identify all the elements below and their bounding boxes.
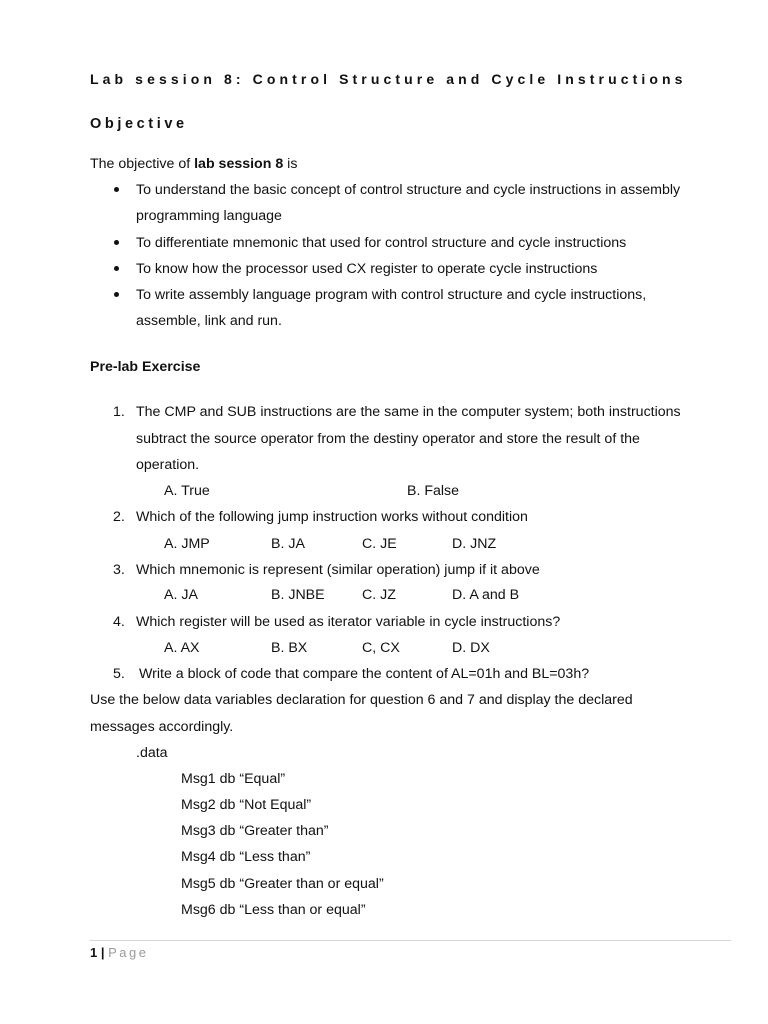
objective-intro-prefix: The objective of — [90, 156, 195, 172]
instructions-line-2: messages accordingly. — [90, 719, 234, 735]
question-4-option-a: A. AX — [164, 640, 200, 656]
question-4-number: 4. — [113, 614, 125, 630]
footer — [90, 944, 149, 962]
bullet-4-line-2: assemble, link and run. — [136, 313, 282, 329]
question-3-text: Which mnemonic is represent (similar operation) jump if it above — [136, 562, 540, 578]
question-4-option-c: C, CX — [362, 640, 400, 656]
bullet-1-line-2: programming language — [136, 208, 282, 224]
footer-separator: | — [100, 945, 105, 960]
question-2-number: 2. — [113, 509, 125, 525]
objective-intro — [90, 155, 297, 173]
question-1-line-2: subtract the source operator from the destiny operator and store the result of the — [136, 431, 640, 447]
instructions-line-1: Use the below data variables declaration for question 6 and 7 and display the declared — [90, 692, 633, 708]
bullet-4-line-1: To write assembly language program with control structure and cycle instructions, — [136, 287, 647, 303]
question-5-number: 5. — [113, 666, 125, 682]
code-line: Msg5 db “Greater than or equal” — [181, 876, 384, 892]
objective-heading: Objective — [90, 116, 188, 132]
code-line: Msg3 db “Greater than” — [181, 823, 329, 839]
footer-page-label: Page — [108, 945, 149, 960]
code-line: Msg1 db “Equal” — [181, 771, 286, 787]
question-3-option-a: A. JA — [164, 587, 198, 603]
prelab-heading: Pre-lab Exercise — [90, 359, 201, 375]
question-5-text: Write a block of code that compare the content of AL=01h and BL=03h? — [139, 666, 590, 682]
bullet-icon — [114, 292, 119, 297]
question-3-option-b: B. JNBE — [271, 587, 325, 603]
code-line: Msg4 db “Less than” — [181, 849, 311, 865]
question-1-option-b: B. False — [407, 483, 460, 499]
objective-intro-suffix: is — [283, 156, 298, 172]
question-1-line-1: The CMP and SUB instructions are the same in the computer system; both instructions — [136, 404, 681, 420]
question-2-text: Which of the following jump instruction works without condition — [136, 509, 528, 525]
objective-intro-bold: lab session 8 — [194, 156, 284, 172]
question-1-line-3: operation. — [136, 457, 200, 473]
question-2-option-a: A. JMP — [164, 536, 210, 552]
question-4-option-b: B. BX — [271, 640, 308, 656]
footer-divider — [90, 940, 731, 941]
code-line: Msg2 db “Not Equal” — [181, 797, 312, 813]
question-2-option-b: B. JA — [271, 536, 305, 552]
bullet-1-line-1: To understand the basic concept of control structure and cycle instructions in assembly — [136, 182, 681, 198]
footer-page-number: 1 — [90, 945, 98, 960]
question-1-number: 1. — [113, 404, 125, 420]
question-2-option-c: C. JE — [362, 536, 397, 552]
code-line: Msg6 db “Less than or equal” — [181, 902, 366, 918]
question-3-option-d: D. A and B — [452, 587, 520, 603]
question-4-option-d: D. DX — [452, 640, 490, 656]
bullet-2: To differentiate mnemonic that used for control structure and cycle instructions — [136, 235, 627, 251]
bullet-3: To know how the processor used CX register to operate cycle instructions — [136, 261, 598, 277]
question-2-option-d: D. JNZ — [452, 536, 497, 552]
bullet-icon — [114, 240, 119, 245]
question-3-number: 3. — [113, 562, 125, 578]
code-data-directive: .data — [136, 745, 168, 761]
question-1-option-a: A. True — [164, 483, 210, 499]
bullet-icon — [114, 266, 119, 271]
bullet-icon — [114, 187, 119, 192]
document-title: Lab session 8: Control Structure and Cycle Instructions — [90, 71, 687, 87]
question-4-text: Which register will be used as iterator variable in cycle instructions? — [136, 614, 561, 630]
question-3-option-c: C. JZ — [362, 587, 396, 603]
